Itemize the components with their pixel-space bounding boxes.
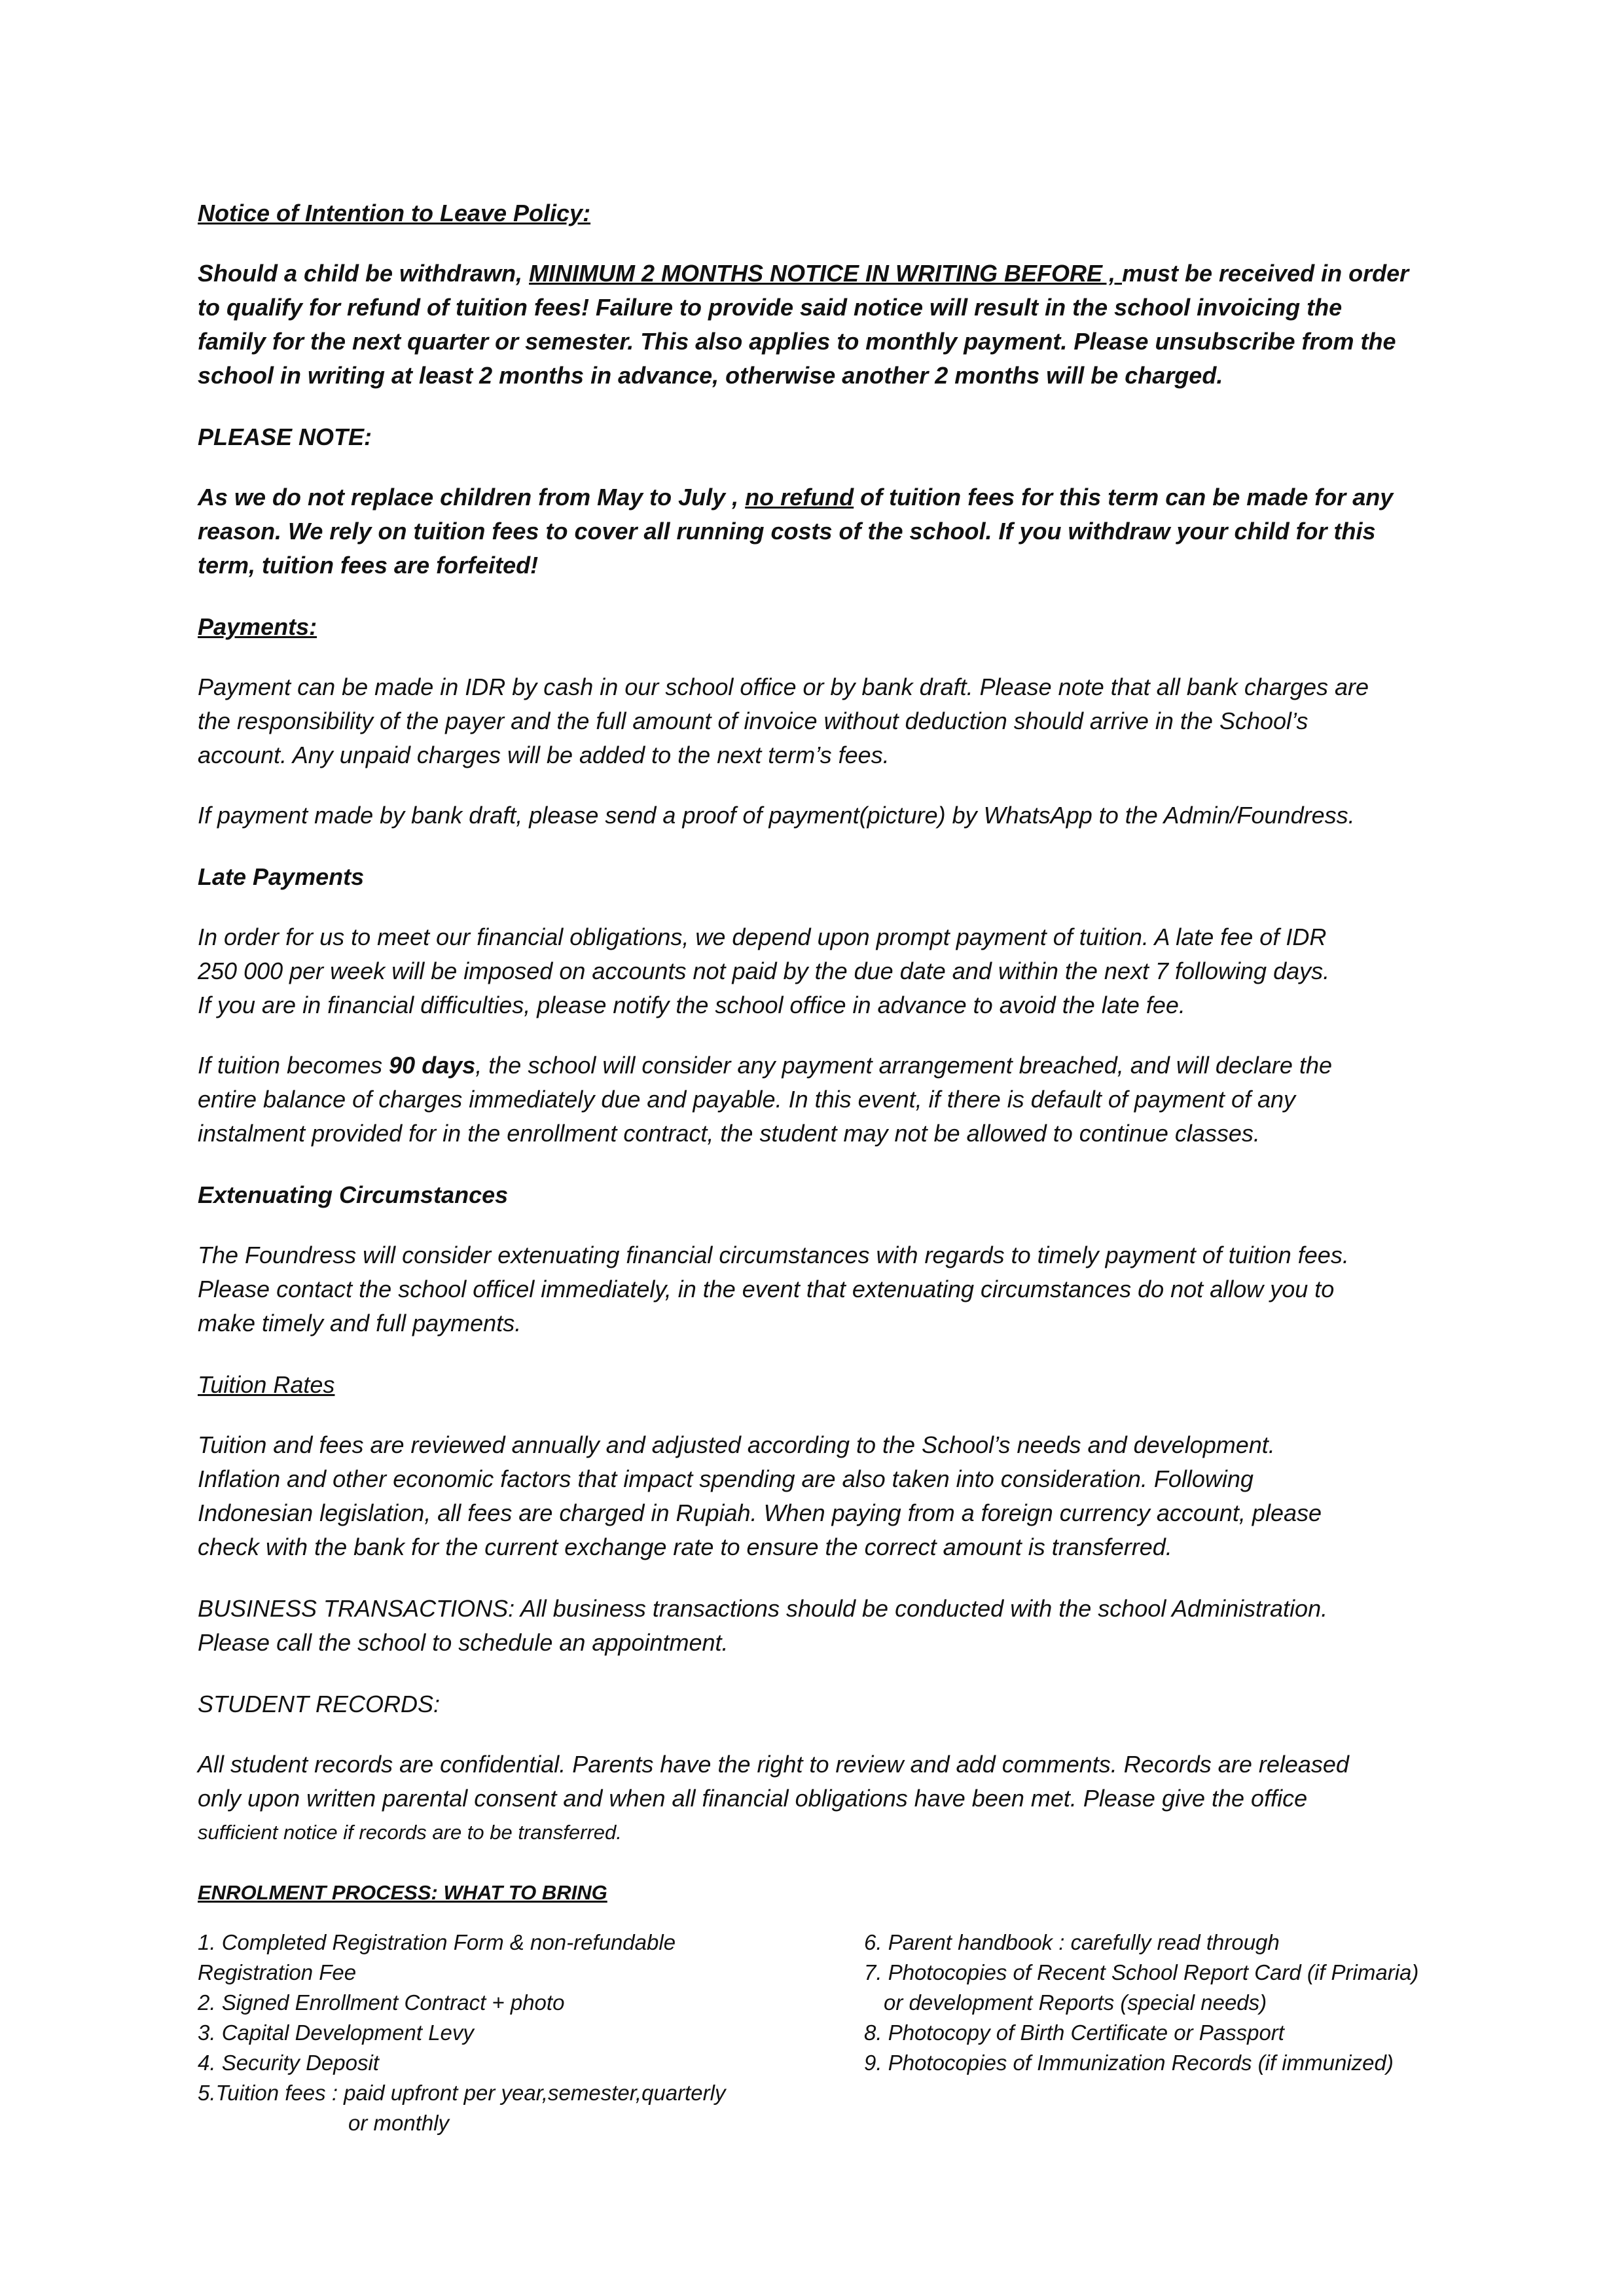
late-line-1: In order for us to meet our financial obligations, we depend upon prompt payment of tuition. A late fee of IDR [198,924,1327,950]
extenuating-line-1: The Foundress will consider extenuating financial circumstances with regards to timely payment of tuition fees. [198,1242,1349,1268]
please-note-pre: As we do not replace children from May to July , [198,484,746,511]
enrolment-heading: ENROLMENT PROCESS: WHAT TO BRING [198,1881,607,1904]
payments-line-2: the responsibility of the payer and the full amount of invoice without deduction should arrive in the School’s [198,708,1308,734]
notice-text-rest: must be received in order [1122,260,1409,287]
list-item: or development Reports (special needs) [884,1990,1267,2015]
tuition-line-1: Tuition and fees are reviewed annually and adjusted according to the School’s needs and development. [198,1431,1275,1458]
extenuating-paragraph [198,1238,1441,1340]
enrolment-right-column [864,1928,1453,2078]
list-item: 6. Parent handbook : carefully read through [864,1930,1280,1954]
no-refund-text: no refund [745,484,854,511]
late-line-2: 250 000 per week will be imposed on accounts not paid by the due date and within the next 7 following days. [198,958,1330,984]
please-note-paragraph [198,480,1441,583]
enrolment-list [198,1928,1441,2176]
extenuating-line-3: make timely and full payments. [198,1310,522,1336]
list-item: 3. Capital Development Levy [198,2020,474,2045]
please-note-heading: PLEASE NOTE: [198,423,372,450]
notice-text-pre: Should a child be withdrawn, [198,260,530,287]
business-paragraph [198,1592,1441,1660]
payments-paragraph-2: If payment made by bank draft, please send a proof of payment(picture) by WhatsApp to the Admin/Foundress. [198,802,1355,829]
student-records-heading: STUDENT RECORDS: [198,1691,441,1717]
please-note-rest: of tuition fees for this term can be made for any [854,484,1394,511]
please-note-line-2: reason. We rely on tuition fees to cover all running costs of the school. If you withdraw your child for this [198,518,1376,545]
payments-heading: Payments: [198,613,317,640]
records-line-3: sufficient notice if records are to be transferred. [198,1821,622,1844]
notice-heading: Notice of Intention to Leave Policy: [198,200,591,226]
late-line-3: If you are in financial difficulties, please notify the school office in advance to avoid the late fee. [198,992,1185,1018]
tuition-line-2: Inflation and other economic factors that impact spending are also taken into consideration. Following [198,1465,1254,1492]
list-item: 4. Security Deposit [198,2051,379,2075]
payments-paragraph-1 [198,670,1441,772]
notice-line-2: to qualify for refund of tuition fees! Failure to provide said notice will result in the school invoicing the [198,294,1343,321]
list-item: 7. Photocopies of Recent School Report Card (if Primaria) [864,1960,1419,1984]
list-item: Registration Fee [198,1960,357,1984]
records-line-2: only upon written parental consent and when all financial obligations have been met. Please give the office [198,1785,1308,1812]
extenuating-line-2: Please contact the school officel immediately, in the event that extenuating circumstances do not allow you to [198,1276,1335,1302]
late-p2-line-2: entire balance of charges immediately due and payable. In this event, if there is default of payment of any [198,1086,1296,1113]
document-page [198,196,1441,2176]
tuition-line-4: check with the bank for the current exchange rate to ensure the correct amount is transferred. [198,1534,1172,1560]
enrolment-left-column [198,1928,820,2138]
notice-line-4: school in writing at least 2 months in advance, otherwise another 2 months will be charged. [198,362,1223,389]
late-p2-pre: If tuition becomes [198,1052,389,1079]
list-item: or monthly [348,2111,450,2135]
please-note-line-3: term, tuition fees are forfeited! [198,552,539,579]
business-line-1: BUSINESS TRANSACTIONS: All business transactions should be conducted with the school Administration. [198,1595,1328,1622]
extenuating-heading: Extenuating Circumstances [198,1181,509,1208]
tuition-rates-heading: Tuition Rates [198,1371,335,1398]
late-payments-paragraph-1 [198,920,1441,1022]
late-p2-line-3: instalment provided for in the enrollment contract, the student may not be allowed to continue classes. [198,1120,1260,1147]
notice-paragraph [198,257,1441,393]
tuition-rates-paragraph [198,1428,1441,1564]
notice-text-underlined: MINIMUM 2 MONTHS NOTICE IN WRITING BEFORE , [529,260,1123,287]
records-line-1: All student records are confidential. Parents have the right to review and add comments. Records are released [198,1751,1349,1778]
late-payments-paragraph-2 [198,1049,1441,1151]
late-p2-rest: , the school will consider any payment arrangement breached, and will declare the [475,1052,1332,1079]
list-item: 9. Photocopies of Immunization Records (if immunized) [864,2051,1394,2075]
list-item: 1. Completed Registration Form & non-refundable [198,1930,676,1954]
ninety-days-text: 90 days [389,1052,476,1079]
business-line-2: Please call the school to schedule an appointment. [198,1629,729,1656]
list-item: 8. Photocopy of Birth Certificate or Passport [864,2020,1284,2045]
payments-line-1: Payment can be made in IDR by cash in our school office or by bank draft. Please note that all bank charges are [198,673,1369,700]
tuition-line-3: Indonesian legislation, all fees are charged in Rupiah. When paying from a foreign currency account, please [198,1499,1322,1526]
notice-line-3: family for the next quarter or semester. This also applies to monthly payment. Please unsubscribe from the [198,328,1396,355]
late-payments-heading: Late Payments [198,863,365,890]
student-records-paragraph [198,1748,1441,1850]
payments-line-3: account. Any unpaid charges will be added to the next term’s fees. [198,742,890,768]
list-item: 2. Signed Enrollment Contract + photo [198,1990,565,2015]
list-item: 5.Tuition fees : paid upfront per year,semester,quarterly [198,2081,726,2105]
